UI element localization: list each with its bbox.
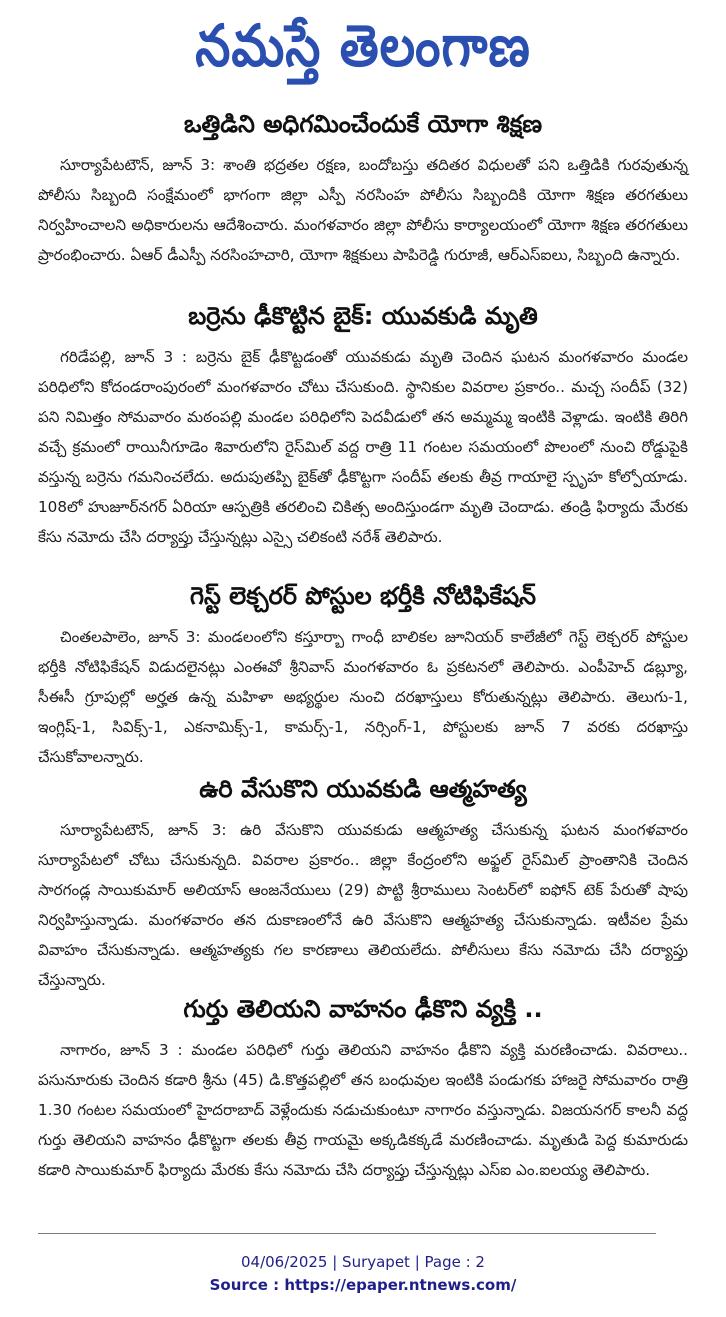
article-body: సూర్యాపేటటౌన్, జూన్ 3: శాంతి భద్రతల రక్షణ, బందోబస్తు తదితర విధులతో పని ఒత్తిడికి గురవుతున్న పోలీసు సిబ్బంది సంక్షేమంలో భాగంగా జిల్లా ఎస్పీ నరసింహ పోలీసు సిబ్బందికి యోగా శిక్షణ తరగతులు నిర్వహించాలని అధికారులను ఆదేశించారు. మంగళవారం జిల్లా పోలీసు కార్యాలయంలో యోగా శిక్షణ తరగతులు ప్రారంభించారు. ఏఆర్ డీఎస్పీ నరసింహచారి, యోగా శిక్షకులు పాపిరెడ్డి గురూజీ, ఆర్ఎస్ఐలు, సిబ్బంది ఉన్నారు. <box>38 156 688 264</box>
footer-divider <box>38 1233 656 1234</box>
article-yoga <box>38 110 688 270</box>
article-body: చింతలపాలెం, జూన్ 3: మండలంలోని కస్తూర్బా గాంధీ బాలికల జూనియర్ కాలేజీలో గెస్ట్ లెక్చరర్ పోస్టుల భర్తీకి నోటిఫికేషన్ విడుదలైనట్లు ఎంఈవో శ్రీనివాస్ మంగళవారం ఓ ప్రకటనలో తెలిపారు. ఎంపీహెచ్ డబ్ల్యూ, సీఈసీ గ్రూపుల్లో అర్హత ఉన్న మహిళా అభ్యర్థుల నుంచి దరఖాస్తులు కోరుతున్నట్లు తెలిపారు. తెలుగు-1, ఇంగ్లిష్-1, సివిక్స్-1, ఎకనామిక్స్-1, కామర్స్-1, నర్సింగ్-1, పోస్టులకు జూన్ 7 వరకు దరఖాస్తు చేసుకోవాలన్నారు. <box>38 628 688 766</box>
article-suicide <box>38 775 688 995</box>
masthead <box>0 6 726 86</box>
article-headline: గెస్ట్ లెక్చరర్ పోస్టుల భర్తీకి నోటిఫికేషన్ <box>189 582 537 610</box>
source-link[interactable]: Source : https://epaper.ntnews.com/ <box>209 1276 517 1294</box>
article-body: గరిడేపల్లి, జూన్ 3 : బర్రెను బైక్ ఢీకొట్టడంతో యువకుడు మృతి చెందిన ఘటన మంగళవారం మండల పరిధిలోని కోదండరాంపురంలో మంగళవారం చోటు చేసుకుంది. స్థానికుల వివరాల ప్రకారం.. మచ్చ సందీప్ (32) పని నిమిత్తం సోమవారం మఠంపల్లి మండల పరిధిలోని పెదవీడులో తన అమ్మమ్మ ఇంటికి వెళ్లాడు. ఇంటికి తిరిగి వచ్చే క్రమంలో రాయినీగూడెం శివారులోని రైస్‌మిల్ వద్ద రాత్రి 11 గంటల సమయంలో పొలంలో నుంచి రోడ్డుపైకి వస్తున్న బర్రెను గమనించలేదు. అదుపుతప్పి బైక్‌తో ఢీకొట్టగా సందీప్ తలకు తీవ్ర గాయాలై స్పృహ కోల్పోయాడు. 108లో హుజూర్‌నగర్ ఏరియా ఆస్పత్రికి తరలించి చికిత్స అందిస్తుండగా మృతి చెందాడు. తండ్రి ఫిర్యాదు మేరకు కేసు నమోదు చేసి దర్యాప్తు చేస్తున్నట్లు ఎస్సై చలికంటి నరేశ్ తెలిపారు. <box>38 348 688 546</box>
masthead-logo-text: నమస్తే తెలంగాణ <box>195 12 531 80</box>
article-guest-lecturer <box>38 582 688 772</box>
article-headline: ఒత్తిడిని అధిగమించేందుకే యోగా శిక్షణ <box>183 110 543 138</box>
article-body: సూర్యాపేటటౌన్, జూన్ 3: ఉరి వేసుకొని యువకుడు ఆత్మహత్య చేసుకున్న ఘటన మంగళవారం సూర్యాపేటలో చోటు చేసుకున్నది. వివరాల ప్రకారం.. జిల్లా కేంద్రంలోని అఫ్జల్ రైస్‌మిల్ ప్రాంతానికి చెందిన సారగండ్ల సాయికుమార్ అలియాస్ ఆంజనేయులు (29) పొట్టి శ్రీరాములు సెంటర్‌లో ఐఫోన్ టెక్ పేరుతో షాపు నిర్వహిస్తున్నాడు. మంగళవారం తన దుకాణంలోనే ఉరి వేసుకొని ఆత్మహత్య చేసుకున్నాడు. ఇటీవల ప్రేమ వివాహం చేసుకున్నాడు. ఆత్మహత్యకు గల కారణాలు తెలియలేదు. పోలీసులు కేసు నమోదు చేసి దర్యాప్తు చేస్తున్నారు. <box>38 821 688 989</box>
edition-info: 04/06/2025 | Suryapet | Page : 2 <box>241 1253 485 1271</box>
article-headline: ఉరి వేసుకొని యువకుడి ఆత్మహత్య <box>199 775 527 803</box>
article-body: నాగారం, జూన్ 3 : మండల పరిధిలో గుర్తు తెలియని వాహనం ఢీకొని వ్యక్తి మరణించాడు. వివరాలు.. పసునూరుకు చెందిన కడారి శ్రీను (45) డి.కొత్తపల్లిలో తన బంధువుల ఇంటికి పండుగకు హాజరై సోమవారం రాత్రి 1.30 గంటల సమయంలో హైదరాబాద్ వెళ్లేందుకు నడుచుకుంటూ నాగారం వస్తున్నాడు. విజయనగర్ కాలనీ వద్ద గుర్తు తెలియని వాహనం ఢీకొట్టగా తలకు తీవ్ర గాయమై అక్కడికక్కడే మరణించాడు. మృతుడి పెద్ద కుమారుడు కడారి సాయికుమార్ ఫిర్యాదు మేరకు కేసు నమోదు చేసి దర్యాప్తు చేస్తున్నట్లు ఎస్ఐ ఎం.ఐలయ్య తెలిపారు. <box>38 1041 688 1179</box>
article-hit-and-run <box>38 995 688 1185</box>
article-headline: బర్రెను ఢీకొట్టిన బైక్: యువకుడి మృతి <box>188 302 538 330</box>
article-headline: గుర్తు తెలియని వాహనం ఢీకొని వ్యక్తి .. <box>183 995 543 1023</box>
article-bike-accident <box>38 302 688 552</box>
